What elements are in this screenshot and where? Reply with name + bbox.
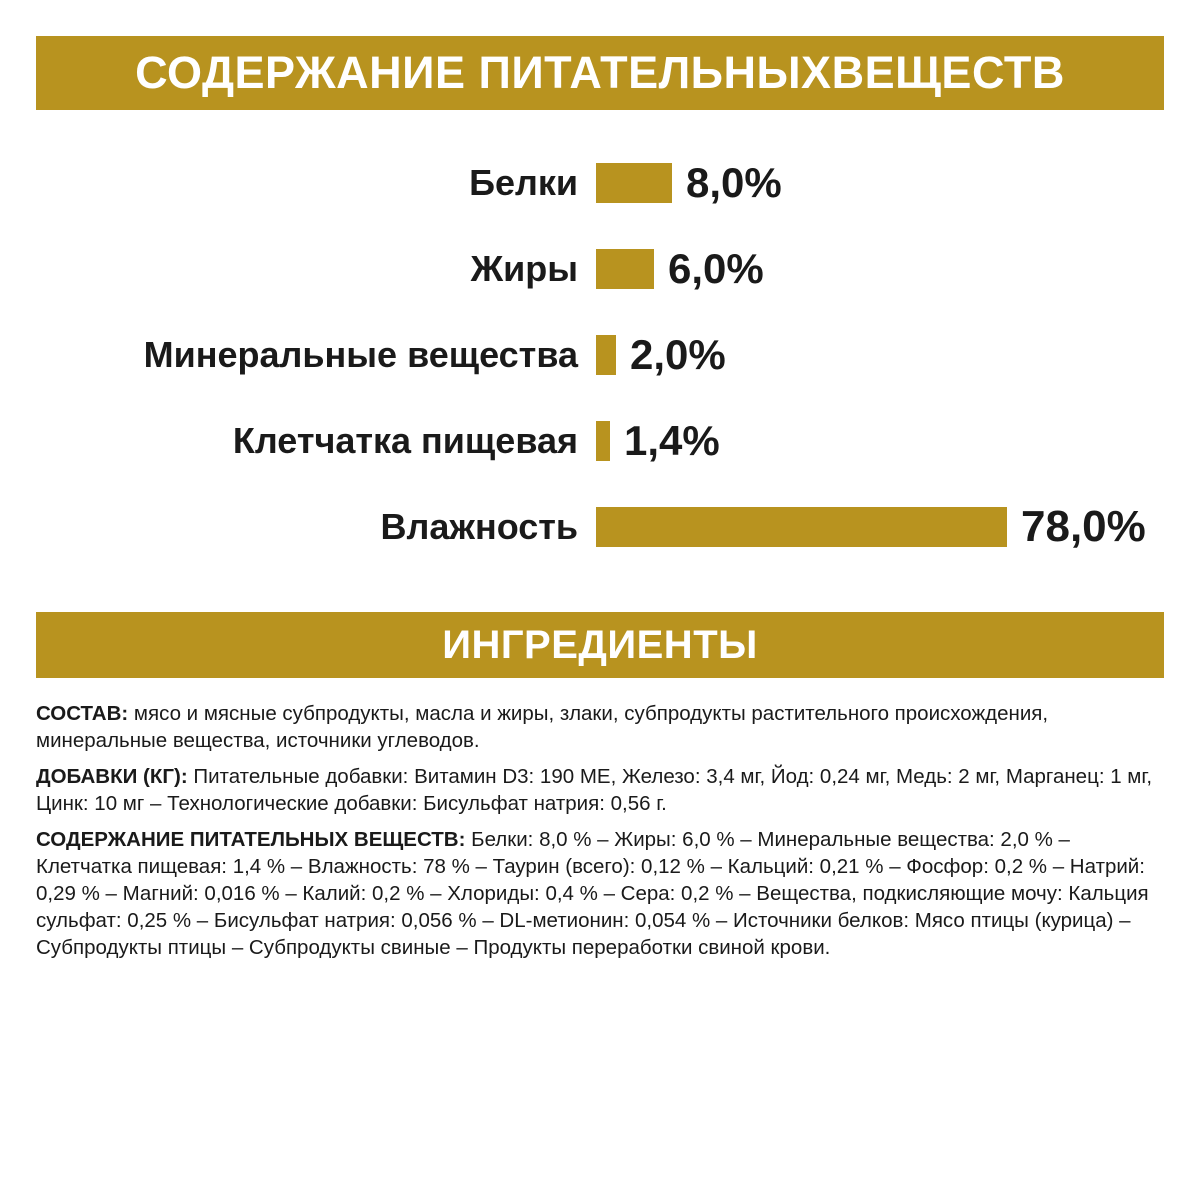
composition-label: СОСТАВ:	[36, 702, 129, 725]
composition-paragraph	[36, 700, 1166, 754]
additives-label: ДОБАВКИ (КГ):	[36, 765, 188, 789]
chart-value-moisture: 78,0%	[1021, 502, 1146, 551]
nutrition-bar-chart	[36, 140, 1164, 570]
chart-label-protein: Белки	[469, 162, 578, 203]
ingredients-text	[36, 700, 1166, 970]
chart-row-moisture	[36, 484, 1164, 570]
chart-row-fat	[36, 226, 1164, 312]
chart-bar-wrap-protein	[596, 140, 1164, 226]
chart-value-fibre: 1,4%	[624, 417, 720, 464]
analysis-label: СОДЕРЖАНИЕ ПИТАТЕЛЬНЫХ ВЕЩЕСТВ:	[36, 828, 466, 852]
nutrition-header: СОДЕРЖАНИЕ ПИТАТЕЛЬНЫХВЕЩЕСТВ	[36, 36, 1164, 110]
chart-row-minerals	[36, 312, 1164, 398]
chart-value-protein: 8,0%	[686, 159, 782, 206]
chart-row-fibre	[36, 398, 1164, 484]
chart-bar-wrap-minerals	[596, 312, 1164, 398]
additives-body: Питательные добавки: Витамин D3: 190 МЕ, Железо: 3,4 мг, Йод: 0,24 мг, Медь: 2 мг, Марганец: 1 мг, Цинк: 10 мг – Технологические добавки: Бисульфат натрия: 0,56 г.	[36, 765, 1153, 816]
chart-bar-minerals	[596, 335, 616, 375]
chart-label-moisture: Влажность	[380, 506, 578, 547]
chart-bar-wrap-fat	[596, 226, 1164, 312]
chart-label-fat: Жиры	[470, 248, 578, 289]
chart-bar-wrap-moisture	[596, 484, 1164, 570]
chart-label-fibre: Клетчатка пищевая	[232, 420, 578, 461]
chart-label-minerals: Минеральные вещества	[143, 334, 578, 375]
chart-bar-fibre	[596, 421, 610, 461]
analysis-body: Белки: 8,0 % – Жиры: 6,0 % – Минеральные вещества: 2,0 % – Клетчатка пищевая: 1,4 % – Влажность: 78 % – Таурин (всего): 0,12 % – Кальций: 0,21 % – Фосфор: 0,2 % – Натрий: 0,29 % – Магний: 0,016 % – Калий: 0,2 % – Хлориды: 0,4 % – Сера: 0,2 % – Вещества, подкисляющие мочу: Кальция сульфат: 0,25 % – Бисульфат натрия: 0,056 % – DL-метионин: 0,054 % – Источники белков: Мясо птицы (курица) – Субпродукты птицы – Субпродукты свиные – Продукты переработки свиной крови.	[36, 828, 1149, 960]
analysis-paragraph	[36, 826, 1166, 961]
chart-value-minerals: 2,0%	[630, 331, 726, 378]
additives-paragraph	[36, 763, 1166, 817]
chart-row-protein	[36, 140, 1164, 226]
chart-bar-moisture	[596, 507, 1007, 547]
chart-bar-wrap-fibre	[596, 398, 1164, 484]
chart-value-fat: 6,0%	[668, 245, 764, 292]
composition-body: мясо и мясные субпродукты, масла и жиры, злаки, субпродукты растительного происхождения, минеральные вещества, источники углеводов.	[36, 702, 1049, 753]
chart-bar-fat	[596, 249, 654, 289]
chart-bar-protein	[596, 163, 672, 203]
ingredients-header: ИНГРЕДИЕНТЫ	[36, 612, 1164, 678]
